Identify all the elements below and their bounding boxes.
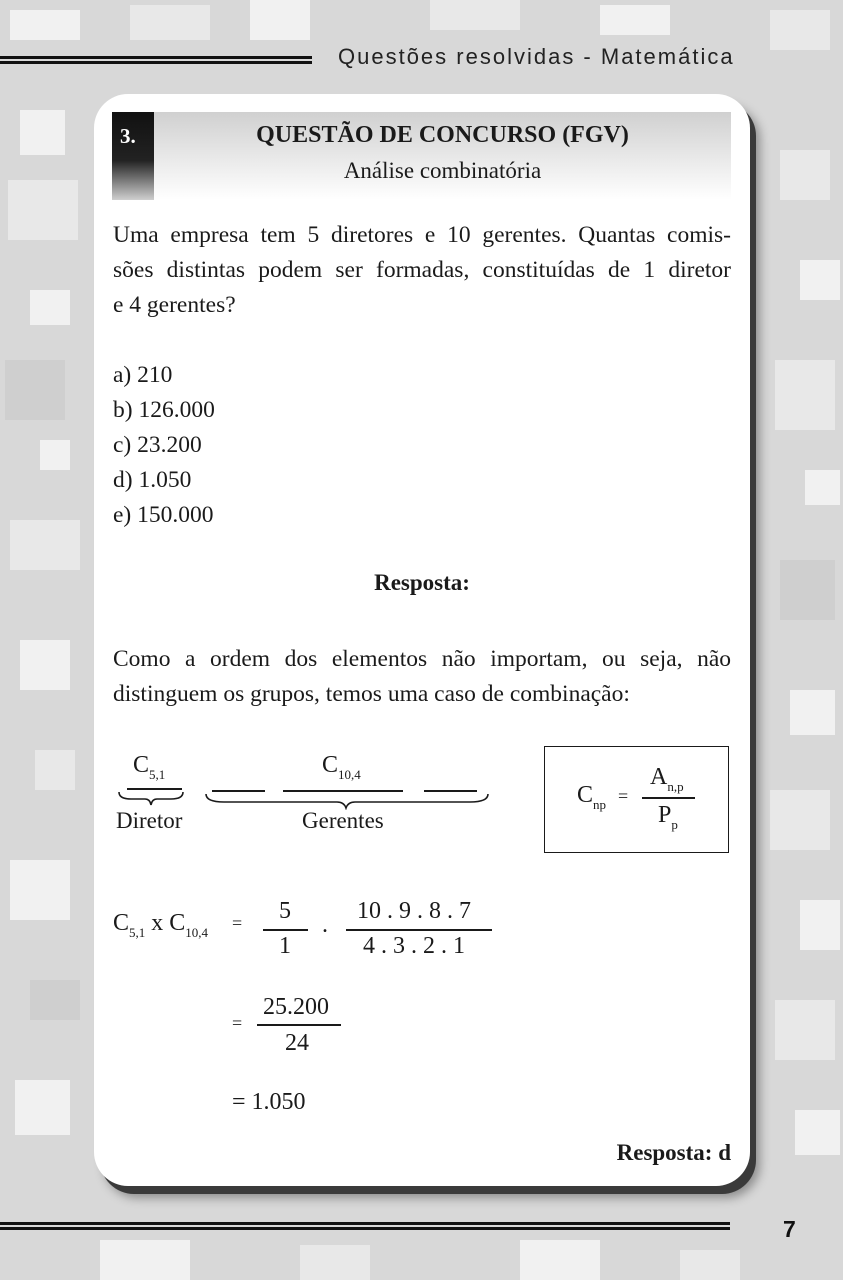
question-statement — [113, 218, 731, 323]
calc-den-1: 1 — [279, 933, 291, 959]
formula-p-subscript: p — [671, 817, 678, 832]
question-subtitle: Análise combinatória — [343, 158, 542, 183]
calc-c: C — [113, 910, 130, 936]
formula-c-letter: C — [577, 782, 594, 808]
statement-line: sões distintas podem ser formadas, constituídas de 1 diretor — [113, 257, 731, 283]
header-rule — [0, 56, 312, 66]
calc-num-2: 10 . 9 . 8 . 7 — [357, 898, 471, 924]
calc-result: = 1.050 — [232, 1089, 306, 1115]
option-a: a) 210 — [113, 362, 173, 388]
formula-c — [577, 782, 607, 812]
calc-num-3: 25.200 — [263, 994, 329, 1020]
c51-subscript: 5,1 — [149, 767, 166, 782]
calc-c: C — [169, 910, 186, 936]
calc-equals-2: = — [232, 1013, 243, 1033]
c-letter: C — [322, 752, 339, 778]
c104-term — [322, 752, 361, 782]
c51-term — [133, 752, 166, 782]
calc-den-3: 24 — [285, 1030, 309, 1056]
statement-line: e 4 gerentes? — [113, 292, 236, 318]
formula-a-letter: A — [650, 764, 668, 790]
calc-sub-51: 5,1 — [129, 925, 146, 940]
footer-rule — [0, 1222, 730, 1232]
c-letter: C — [133, 752, 150, 778]
option-c: c) 23.200 — [113, 432, 202, 458]
question-title: QUESTÃO DE CONCURSO (FGV) — [256, 122, 629, 148]
answer-heading: Resposta: — [374, 570, 470, 595]
option-e: e) 150.000 — [113, 502, 214, 528]
formula-p-letter: P — [658, 802, 672, 828]
calc-equals-1: = — [232, 913, 243, 933]
formula-p — [658, 802, 678, 832]
explanation-line: Como a ordem dos elementos não importam, ou seja, não — [113, 646, 731, 672]
calc-fraction-bar-1 — [263, 929, 308, 931]
combination-formula-box — [544, 746, 729, 853]
calc-times: x — [151, 910, 164, 936]
calc-num-1: 5 — [279, 898, 291, 924]
director-brace — [117, 790, 185, 806]
calc-lhs — [113, 910, 209, 940]
calc-fraction-bar-3 — [257, 1024, 341, 1026]
final-answer: Resposta: d — [616, 1140, 731, 1165]
calc-fraction-bar-2 — [346, 929, 492, 931]
formula-a-subscript: n,p — [667, 779, 684, 794]
header-title: Questões resolvidas - Matemática — [338, 44, 735, 69]
formula-a — [650, 764, 684, 794]
option-b: b) 126.000 — [113, 397, 215, 423]
option-d: d) 1.050 — [113, 467, 192, 493]
label-gerentes: Gerentes — [302, 808, 384, 833]
question-number: 3. — [120, 124, 136, 148]
page-number: 7 — [783, 1216, 796, 1242]
answer-explanation — [113, 642, 731, 712]
label-diretor: Diretor — [116, 808, 183, 833]
formula-c-subscript: np — [593, 797, 607, 812]
formula-equals: = — [618, 786, 629, 806]
calc-sub-104: 10,4 — [185, 925, 209, 940]
c104-subscript: 10,4 — [338, 767, 361, 782]
explanation-line: distinguem os grupos, temos uma caso de combinação: — [113, 681, 630, 707]
calc-den-2: 4 . 3 . 2 . 1 — [363, 933, 465, 959]
calc-dot: . — [322, 912, 328, 938]
formula-fraction-bar — [642, 797, 695, 799]
statement-line: Uma empresa tem 5 diretores e 10 gerentes. Quantas comis- — [113, 222, 731, 248]
